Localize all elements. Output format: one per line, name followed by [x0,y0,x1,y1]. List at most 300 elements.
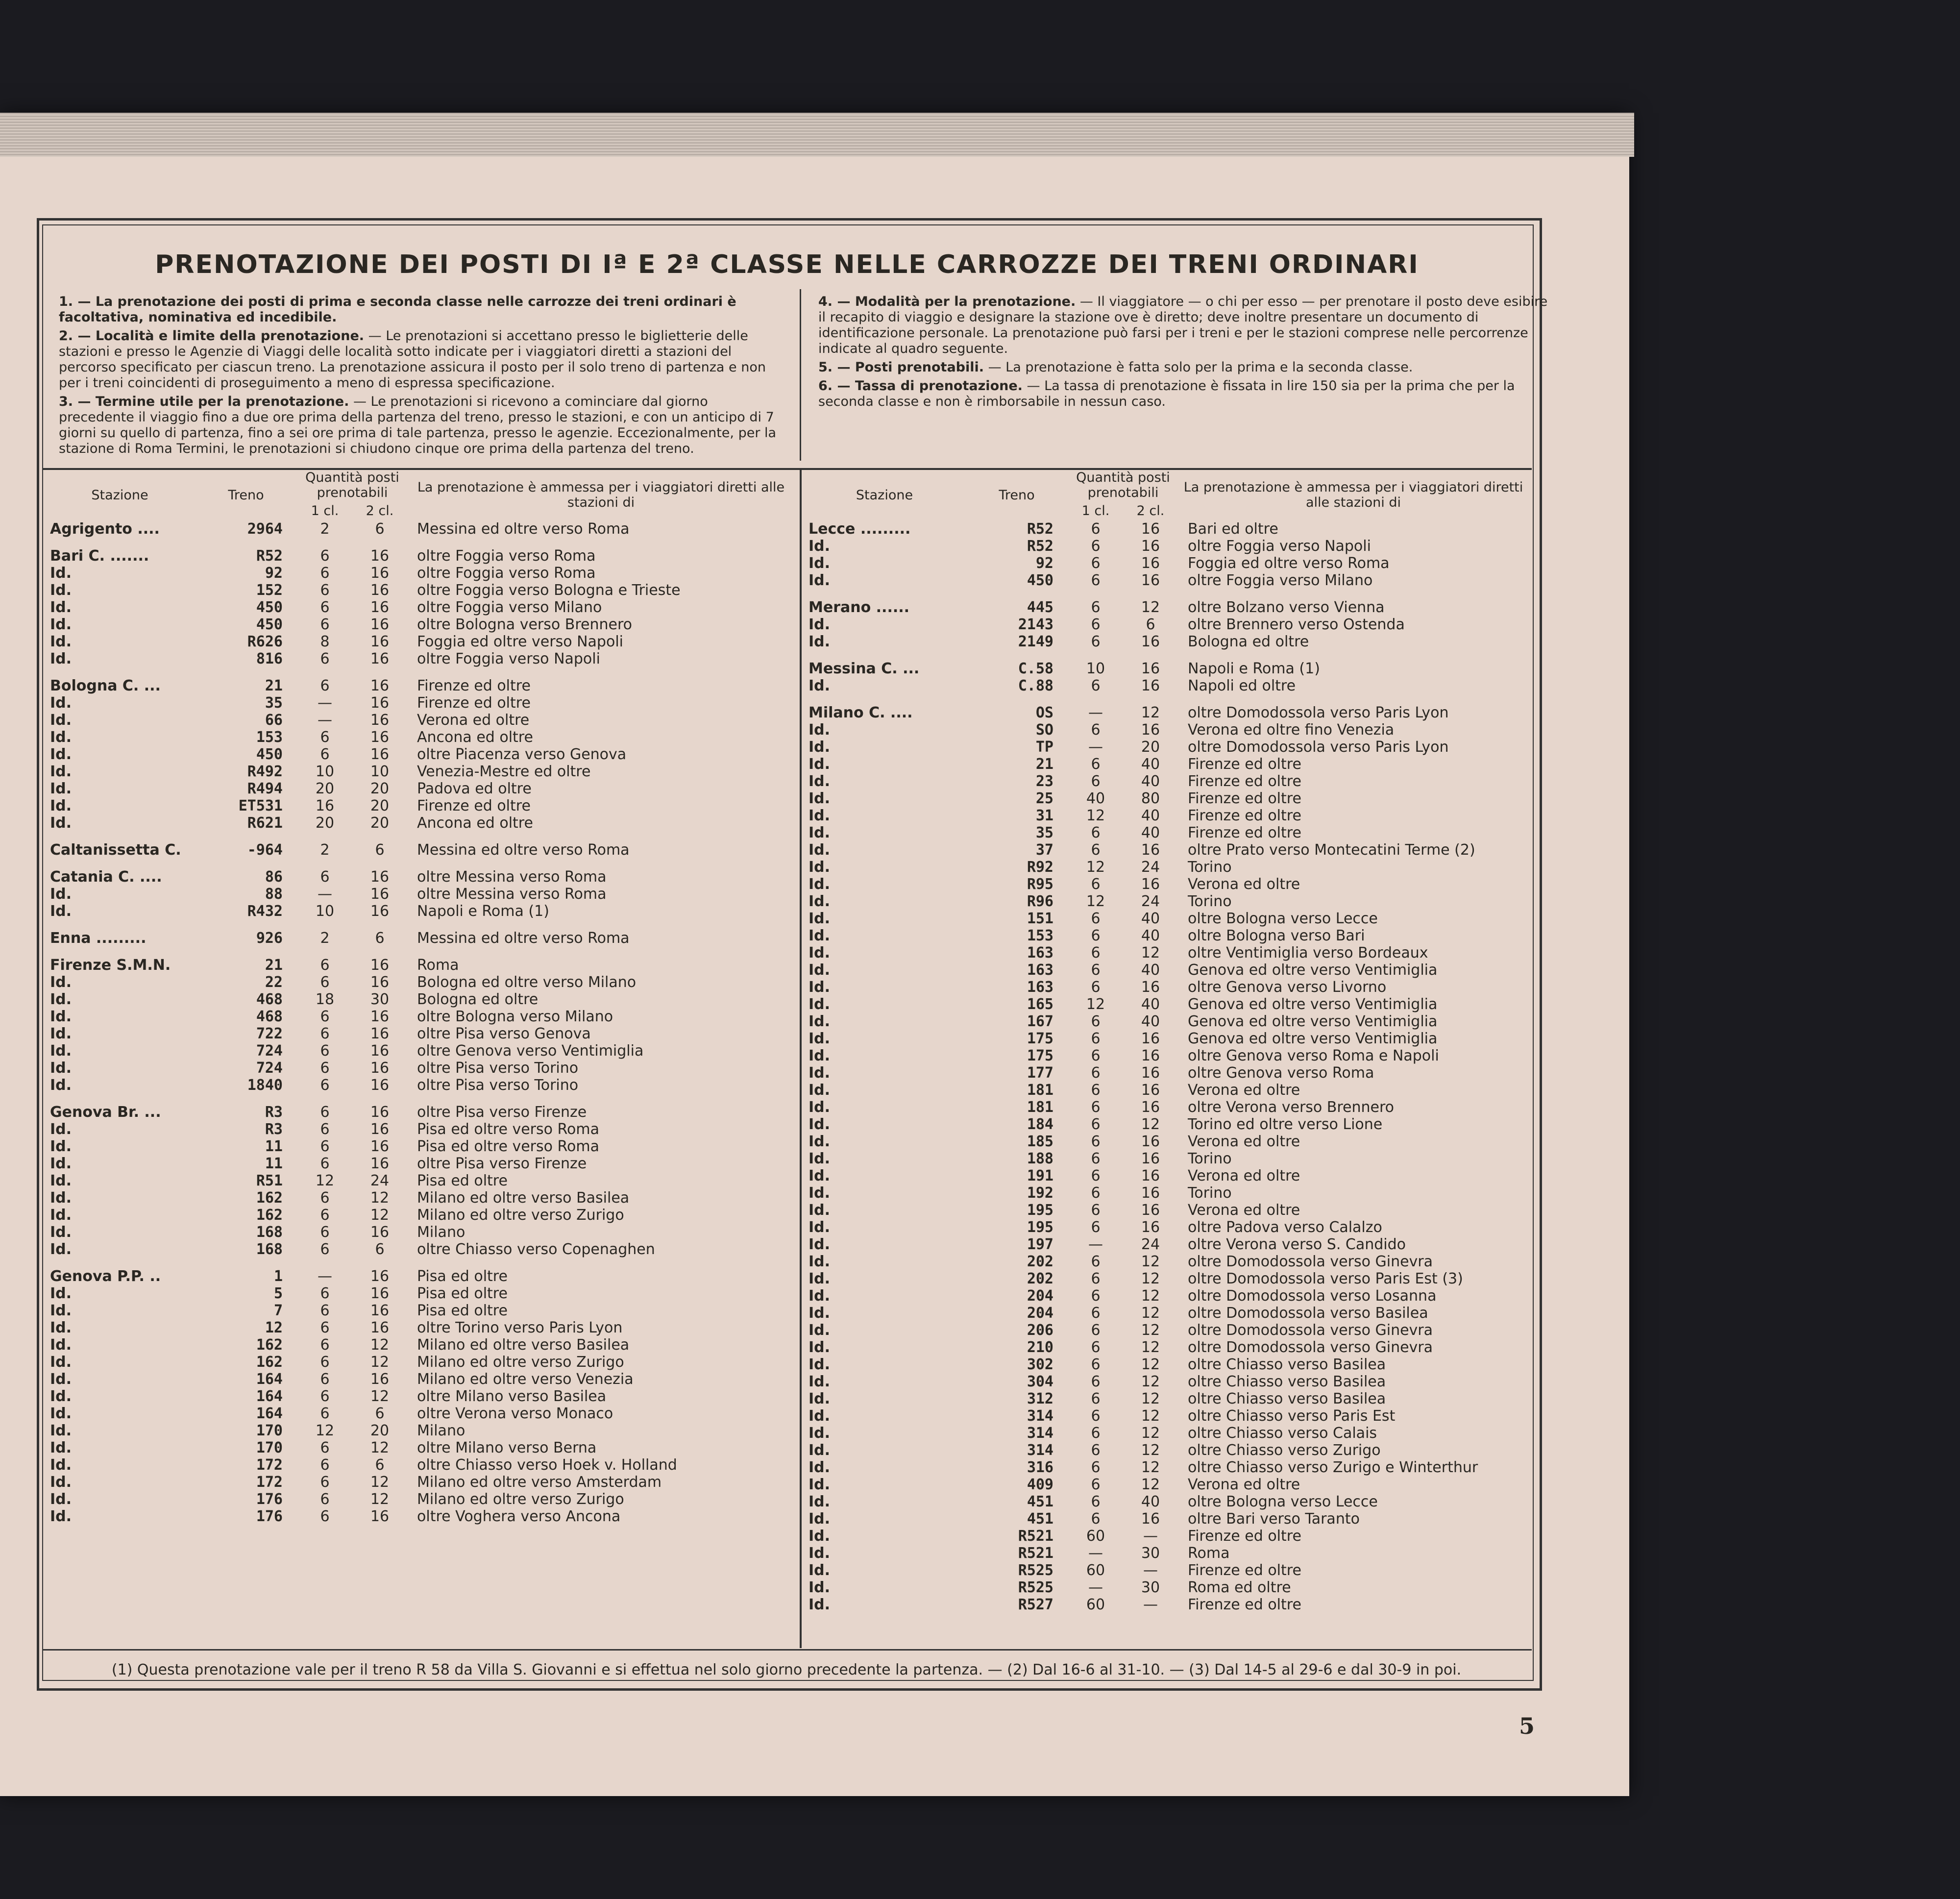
table-row [45,1508,795,1525]
table-row [804,1013,1529,1030]
table-row [804,589,1529,599]
train-cell: 409 [1027,1476,1054,1493]
second-class-cell: 12 [1141,1305,1160,1322]
train-cell: 188 [1027,1150,1054,1167]
table-row [804,1270,1529,1287]
destination-cell: oltre Bolzano verso Vienna [1188,599,1385,616]
table-row [45,538,795,547]
table-row [45,520,795,538]
station-cell: Caltanissetta C. [50,841,181,859]
train-cell: 23 [1035,773,1054,790]
station-cell: Id. [808,790,831,807]
first-class-cell: 6 [320,1104,330,1121]
table-row [45,1371,795,1388]
table-row [45,1456,795,1474]
train-cell: 724 [256,1042,283,1060]
destination-cell: Milano ed oltre verso Basilea [417,1336,630,1354]
station-cell: Id. [50,974,72,991]
destination-cell: oltre Domodossola verso Ginevra [1188,1253,1433,1270]
table-row [804,807,1529,824]
intro-paragraph [818,360,1553,375]
table-row [804,555,1529,572]
table-row [804,1442,1529,1459]
second-class-cell: 16 [370,599,390,616]
second-class-cell: 16 [370,903,390,920]
destination-cell: Firenze ed oltre [1188,824,1301,841]
station-cell: Id. [808,1270,831,1287]
table-row [45,1336,795,1354]
second-class-cell: 12 [1141,1373,1160,1390]
train-cell: 172 [256,1474,283,1491]
train-cell: 1840 [247,1077,283,1094]
destination-cell: oltre Genova verso Roma [1188,1064,1374,1082]
station-cell: Id. [808,1579,831,1596]
train-cell: 2964 [247,520,283,538]
second-class-cell: 16 [370,1508,390,1525]
table-row [804,1322,1529,1339]
table-row [45,1241,795,1258]
train-cell: 926 [256,930,283,947]
first-class-cell: 12 [315,1172,335,1189]
second-class-cell: 16 [1141,660,1160,677]
intro-body: — Il viaggiatore — o chi per esso — per prenotare il posto deve esibire il recapito di viaggio e designare la stazione ove è diretto; deve inoltre presentare un documento di identificazione personale. La prenotazione può farsi per i treni e per le stazioni comprese nelle percorrenze indicate al quadro seguente. [818,294,1548,356]
train-cell: R432 [247,903,283,920]
destination-cell: Ancona ed oltre [417,814,533,832]
station-cell: Id. [808,721,831,739]
train-cell: 151 [1027,910,1054,927]
first-class-cell: 6 [1091,979,1101,996]
train-cell: 184 [1027,1116,1054,1133]
destination-cell: Genova ed oltre verso Ventimiglia [1188,996,1438,1013]
first-class-cell: 6 [1091,1202,1101,1219]
table-row [45,1474,795,1491]
train-cell: C.88 [1018,677,1054,694]
train-cell: R521 [1018,1528,1054,1545]
destination-cell [407,859,795,868]
table-row [45,1155,795,1172]
first-class-cell [1068,694,1123,704]
destination-cell: Verona ed oltre [1188,1133,1300,1150]
first-class-cell: 6 [320,582,330,599]
intro-paragraph [818,378,1553,410]
table-row [804,599,1529,616]
first-class-cell: 6 [1091,910,1101,927]
second-class-cell: 16 [1141,633,1160,650]
station-cell: Id. [808,1390,831,1407]
destination-cell: oltre Foggia verso Milano [417,599,602,616]
station-cell: Id. [808,1099,831,1116]
first-class-cell: 6 [1091,1099,1101,1116]
second-class-cell: 16 [370,1077,390,1094]
destination-cell: Bologna ed oltre [417,991,539,1008]
train-cell: 450 [256,599,283,616]
train-cell: 304 [1027,1373,1054,1390]
station-cell: Id. [808,1459,831,1476]
table-row [45,1094,795,1104]
train-cell: 2149 [1018,633,1054,650]
destination-cell: oltre Chiasso verso Paris Est [1188,1407,1396,1425]
first-class-cell: 6 [320,1439,330,1456]
table-row [804,1373,1529,1390]
first-class-cell: 6 [1091,927,1101,944]
table-row [804,538,1529,555]
second-class-cell: 12 [1141,1459,1160,1476]
second-class-cell: 12 [1141,1425,1160,1442]
train-cell: R51 [256,1172,283,1189]
first-class-cell: 6 [320,1241,330,1258]
destination-cell: oltre Foggia verso Napoli [417,650,600,667]
second-class-cell: 12 [370,1439,390,1456]
second-class-cell: 12 [1141,704,1160,721]
second-class-cell: 16 [370,565,390,582]
destination-cell: oltre Verona verso S. Candido [1188,1236,1406,1253]
train-cell: 202 [1027,1270,1054,1287]
station-cell: Id. [808,1030,831,1047]
destination-cell: Pisa ed oltre verso Roma [417,1121,599,1138]
station-cell: Id. [50,1138,72,1155]
first-class-cell: 2 [320,841,330,859]
second-class-cell: 16 [1141,1133,1160,1150]
destination-cell: oltre Bari verso Taranto [1188,1510,1360,1528]
second-class-cell: 16 [370,1060,390,1077]
table-row [45,780,795,797]
second-class-cell [352,1258,407,1268]
destination-cell [407,832,795,841]
second-class-cell: 16 [370,712,390,729]
destination-cell: oltre Foggia verso Roma [417,547,596,565]
table-row [804,1047,1529,1064]
second-class-cell: 6 [375,930,385,947]
train-cell [195,1258,297,1268]
second-class-cell: 40 [1141,807,1160,824]
intro-paragraph [818,294,1553,357]
table-row [45,1077,795,1094]
second-class-cell: 16 [370,677,390,694]
first-class-cell: 6 [1091,677,1101,694]
table-row [45,1388,795,1405]
destination-cell: oltre Domodossola verso Paris Lyon [1188,704,1449,721]
train-cell: R521 [1018,1545,1054,1562]
train-cell: TP [1035,739,1054,756]
train-cell: 164 [256,1405,283,1422]
destination-cell: Padova ed oltre [417,780,532,797]
station-cell: Id. [50,1172,72,1189]
station-cell: Id. [50,991,72,1008]
station-cell: Id. [808,1510,831,1528]
train-cell: 5 [273,1285,283,1302]
first-class-cell: 6 [320,1121,330,1138]
destination-cell: Genova ed oltre verso Ventimiglia [1188,1013,1438,1030]
table-row [45,1042,795,1060]
second-class-cell [352,859,407,868]
table-row [45,582,795,599]
second-class-cell: 16 [1141,721,1160,739]
station-cell: Id. [50,1008,72,1025]
train-cell: 168 [256,1224,283,1241]
train-cell: 724 [256,1060,283,1077]
station-cell: Id. [50,712,72,729]
second-class-cell [1123,589,1178,599]
first-class-cell: 6 [1091,1270,1101,1287]
first-class-cell [297,667,352,677]
station-cell: Id. [808,1373,831,1390]
destination-cell: oltre Pisa verso Genova [417,1025,591,1042]
destination-cell: Torino ed oltre verso Lione [1188,1116,1383,1133]
table-row [45,841,795,859]
second-class-cell: 12 [370,1189,390,1207]
first-class-cell: — [1088,739,1103,756]
second-class-cell: 16 [1141,1202,1160,1219]
second-class-cell: 6 [375,841,385,859]
destination-cell: Verona ed oltre [417,712,530,729]
first-class-cell: 6 [1091,1510,1101,1528]
station-cell: Bari C. ....... [50,547,149,565]
train-cell: 185 [1027,1133,1054,1150]
station-cell: Id. [808,979,831,996]
header-quantita: Quantità posti prenotabili [305,470,399,500]
first-class-cell: — [1088,1236,1103,1253]
table-row [45,947,795,957]
first-class-cell: 6 [1091,1305,1101,1322]
destination-cell: oltre Ventimiglia verso Bordeaux [1188,944,1428,962]
first-class-cell: 6 [320,1025,330,1042]
destination-cell: oltre Genova verso Roma e Napoli [1188,1047,1439,1064]
first-class-cell: 6 [320,1008,330,1025]
train-cell [965,650,1068,660]
destination-cell: Verona ed oltre [1188,1082,1300,1099]
first-class-cell: 40 [1086,790,1105,807]
station-cell [804,694,965,704]
header-stazione: Stazione [91,487,148,503]
first-class-cell: 6 [1091,1150,1101,1167]
train-cell: 450 [256,746,283,763]
train-cell: ET531 [238,797,283,814]
train-cell: -964 [247,841,283,859]
train-cell: R52 [1027,538,1054,555]
second-class-cell: 6 [375,1241,385,1258]
table-row [804,1167,1529,1184]
first-class-cell: 20 [315,814,335,832]
first-class-cell: 8 [320,633,330,650]
train-cell: R494 [247,780,283,797]
destination-cell: Milano ed oltre verso Venezia [417,1371,634,1388]
station-cell: Id. [50,1155,72,1172]
second-class-cell: 16 [370,1224,390,1241]
destination-cell: Bari ed oltre [1188,520,1278,538]
second-class-cell: 16 [1141,1047,1160,1064]
intro-paragraph [59,294,784,325]
station-cell: Id. [50,903,72,920]
second-class-cell: 16 [370,886,390,903]
destination-cell: oltre Chiasso verso Basilea [1188,1356,1386,1373]
destination-cell: Messina ed oltre verso Roma [417,520,630,538]
station-cell: Id. [50,1319,72,1336]
table-row [804,859,1529,876]
first-class-cell: 6 [1091,555,1101,572]
station-cell: Merano ...... [808,599,910,616]
destination-cell: oltre Domodossola verso Paris Lyon [1188,739,1449,756]
station-cell: Id. [808,555,831,572]
first-class-cell: 16 [315,797,335,814]
first-class-cell: 6 [320,1189,330,1207]
train-cell: 175 [1027,1030,1054,1047]
destination-cell [1178,650,1529,660]
destination-cell: oltre Domodossola verso Ginevra [1188,1339,1433,1356]
table-row [804,1596,1529,1613]
first-class-cell: 6 [1091,824,1101,841]
table-row [45,1268,795,1285]
station-cell: Id. [808,893,831,910]
station-cell [804,650,965,660]
train-cell: 165 [1027,996,1054,1013]
table-row [45,903,795,920]
destination-cell: Foggia ed oltre verso Napoli [417,633,623,650]
station-cell: Id. [50,1354,72,1371]
destination-cell: Ancona ed oltre [417,729,533,746]
intro-heading: 5. — Posti prenotabili. [818,360,984,375]
destination-cell: Bologna ed oltre verso Milano [417,974,637,991]
station-cell [45,859,195,868]
first-class-cell [297,859,352,868]
intro-heading: 1. — La prenotazione dei posti di prima e seconda classe nelle carrozze dei treni ordinari è facoltativa, nominativa ed incedibile. [59,294,736,325]
second-class-cell: 16 [1141,1099,1160,1116]
second-class-cell: 16 [370,1008,390,1025]
table-row [45,1258,795,1268]
second-class-cell: 40 [1141,996,1160,1013]
table-row [804,1030,1529,1047]
first-class-cell: 10 [1086,660,1105,677]
second-class-cell: — [1143,1528,1158,1545]
first-class-cell: 6 [320,957,330,974]
station-cell: Id. [808,1150,831,1167]
second-class-cell: 30 [1141,1545,1160,1562]
table-row [804,1459,1529,1476]
first-class-cell: 6 [320,1491,330,1508]
table-row [804,1425,1529,1442]
first-class-cell: 6 [320,1336,330,1354]
train-cell: R95 [1027,876,1054,893]
first-class-cell: 6 [320,974,330,991]
station-cell: Id. [50,582,72,599]
second-class-cell: 16 [1141,979,1160,996]
table-row [804,1390,1529,1407]
table-row [45,832,795,841]
first-class-cell: 6 [320,729,330,746]
table-row [804,1116,1529,1133]
table-row [45,1405,795,1422]
second-class-cell: 24 [1141,859,1160,876]
destination-cell: Milano ed oltre verso Basilea [417,1189,630,1207]
table-row [804,1562,1529,1579]
second-class-cell [1123,694,1178,704]
table-row [45,1121,795,1138]
first-class-cell [297,1258,352,1268]
train-cell: 314 [1027,1425,1054,1442]
first-class-cell: 6 [320,599,330,616]
destination-cell: Genova ed oltre verso Ventimiglia [1188,962,1438,979]
first-class-cell: 6 [1091,1116,1101,1133]
train-cell: 35 [265,694,283,712]
table-row [45,1104,795,1121]
train-cell: 210 [1027,1339,1054,1356]
second-class-cell: 16 [1141,538,1160,555]
first-class-cell: 6 [1091,1064,1101,1082]
second-class-cell: 40 [1141,773,1160,790]
table-row [804,1545,1529,1562]
station-cell: Id. [808,1047,831,1064]
station-cell: Id. [50,1224,72,1241]
train-cell: 202 [1027,1253,1054,1270]
second-class-cell [352,667,407,677]
train-cell: OS [1035,704,1054,721]
second-class-cell: 12 [370,1388,390,1405]
first-class-cell: 6 [1091,1356,1101,1373]
table-row [804,1579,1529,1596]
destination-cell [407,538,795,547]
second-class-cell: 16 [370,1268,390,1285]
station-cell: Id. [808,1528,831,1545]
second-class-cell: 12 [370,1354,390,1371]
second-class-cell: 16 [370,957,390,974]
header-stazione: Stazione [856,487,913,503]
station-cell: Id. [50,763,72,780]
destination-cell [1178,589,1529,599]
second-class-cell: 16 [370,1138,390,1155]
station-cell: Id. [808,824,831,841]
first-class-cell [297,832,352,841]
second-class-cell: 12 [370,1474,390,1491]
first-class-cell: 6 [1091,841,1101,859]
first-class-cell: 2 [320,930,330,947]
second-class-cell: 6 [1146,616,1155,633]
first-class-cell: 6 [320,1060,330,1077]
destination-cell: Firenze ed oltre [1188,1596,1301,1613]
train-cell: 450 [256,616,283,633]
train-cell: 92 [1035,555,1054,572]
table-row [45,1207,795,1224]
train-cell: 181 [1027,1082,1054,1099]
table-row [45,763,795,780]
second-class-cell: 16 [1141,1030,1160,1047]
train-cell: 153 [256,729,283,746]
first-class-cell: 20 [315,780,335,797]
destination-cell: Firenze ed oltre [1188,1562,1301,1579]
second-class-cell: 40 [1141,1013,1160,1030]
table-row [804,996,1529,1013]
second-class-cell: 24 [1141,1236,1160,1253]
second-class-cell: 80 [1141,790,1160,807]
second-class-cell [1123,650,1178,660]
first-class-cell: 6 [1091,1082,1101,1099]
first-class-cell [297,920,352,930]
first-class-cell: 6 [1091,1167,1101,1184]
station-cell: Id. [808,876,831,893]
intro-heading: 4. — Modalità per la prenotazione. [818,294,1076,309]
first-class-cell: 6 [320,1224,330,1241]
table-row [45,1302,795,1319]
destination-cell: oltre Genova verso Livorno [1188,979,1387,996]
first-class-cell: — [318,886,332,903]
header-cl1: 1 cl. [311,503,339,518]
destination-cell: oltre Milano verso Berna [417,1439,597,1456]
station-cell: Id. [50,633,72,650]
station-cell: Id. [808,1253,831,1270]
table-row [45,1285,795,1302]
table-row [804,1184,1529,1202]
second-class-cell: 16 [1141,555,1160,572]
destination-cell: oltre Foggia verso Bologna e Trieste [417,582,681,599]
second-class-cell: 12 [1141,1407,1160,1425]
